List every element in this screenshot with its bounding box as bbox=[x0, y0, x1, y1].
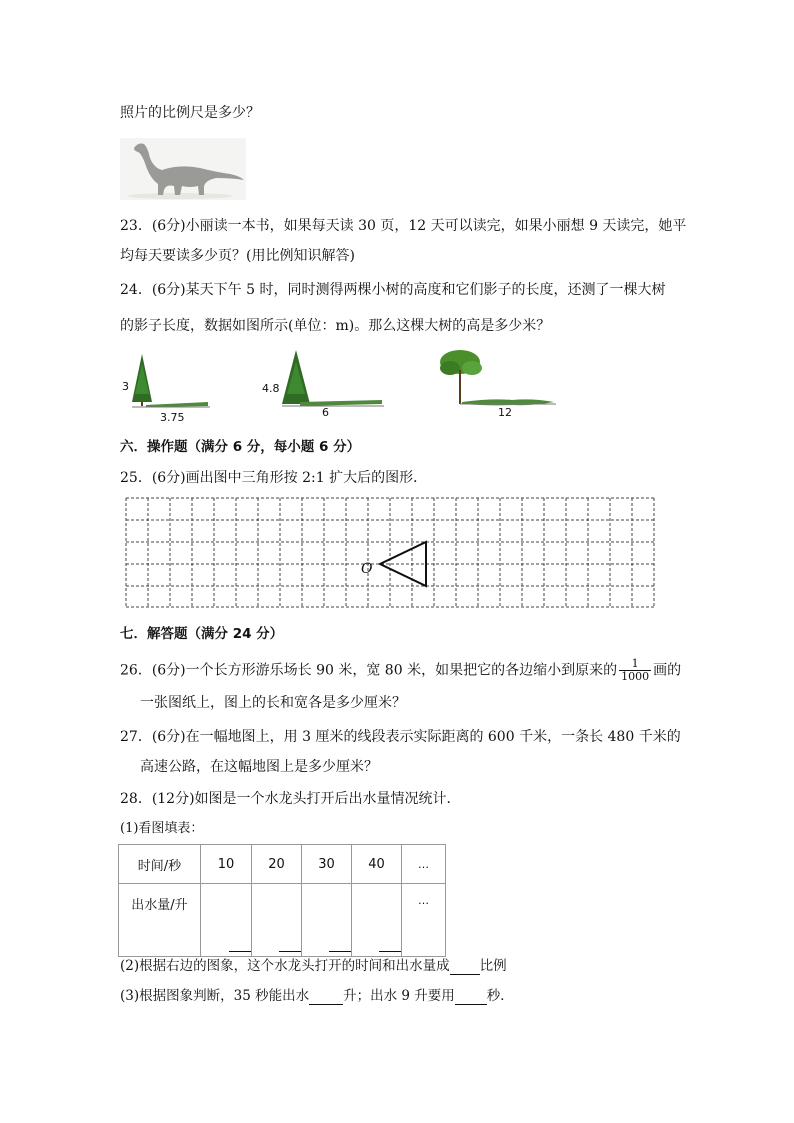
q26-text-after: 画的 bbox=[653, 662, 682, 679]
q28-sub2-after: 比例 bbox=[479, 958, 507, 974]
section-6-heading: 六．操作题（满分 6 分，每小题 6 分） bbox=[120, 439, 361, 455]
table-row-water bbox=[119, 884, 446, 957]
q28-sub2-blank[interactable] bbox=[450, 962, 480, 975]
q28-sub2 bbox=[120, 957, 507, 975]
tree-2-shadow-label: 6 bbox=[322, 406, 329, 419]
q26-fraction bbox=[619, 658, 651, 683]
table-row-time bbox=[119, 845, 446, 884]
q28-sub3-blank1[interactable] bbox=[309, 992, 343, 1005]
table-cell-water-tail: … bbox=[402, 884, 446, 957]
q26-line1 bbox=[120, 658, 681, 683]
table-cell-time: 10 bbox=[201, 845, 252, 884]
tree-1-shadow-label: 3.75 bbox=[160, 411, 185, 424]
data-table bbox=[118, 844, 446, 957]
table-cell-time: 30 bbox=[302, 845, 352, 884]
q28-sub3-b: 升；出水 9 升要用 bbox=[343, 988, 455, 1004]
q28-sub3-blank2[interactable] bbox=[455, 992, 487, 1005]
q27-line1: 27．(6分)在一幅地图上，用 3 厘米的线段表示实际距离的 600 千米，一条长 480 千米的 bbox=[120, 729, 681, 745]
table-cell-time: 40 bbox=[352, 845, 402, 884]
tree-1-height-label: 3 bbox=[122, 380, 129, 393]
dinosaur-image bbox=[120, 138, 246, 200]
q23-line2: 均每天要读多少页？(用比例知识解答) bbox=[120, 248, 355, 264]
section-7-heading: 七．解答题（满分 24 分） bbox=[120, 626, 284, 642]
tree-2-figure bbox=[270, 348, 390, 410]
table-cell-time: 20 bbox=[252, 845, 302, 884]
table-header-time: 时间/秒 bbox=[119, 845, 201, 884]
q28-line1: 28．(12分)如图是一个水龙头打开后出水量情况统计． bbox=[120, 791, 461, 807]
q26-frac-den: 1000 bbox=[621, 670, 650, 683]
tree-2-height-label: 4.8 bbox=[262, 382, 280, 395]
q28-sub3 bbox=[120, 987, 514, 1005]
q27-line2: 高速公路，在这幅地图上是多少厘米？ bbox=[140, 759, 378, 775]
q24-line2: 的影子长度，数据如图所示(单位：m)。那么这棵大树的高是多少米？ bbox=[120, 318, 551, 334]
tree-3-shadow-label: 12 bbox=[498, 406, 512, 419]
q23-line1: 23．(6分)小丽读一本书，如果每天读 30 页，12 天可以读完，如果小丽想 9 天读完，她平 bbox=[120, 218, 687, 234]
q28-sub3-c: 秒． bbox=[486, 988, 514, 1004]
grid-figure bbox=[124, 496, 658, 609]
q26-text-before: 26．(6分)一个长方形游乐场长 90 米，宽 80 米，如果把它的各边缩小到原来的 bbox=[120, 662, 618, 679]
q26-frac-num: 1 bbox=[631, 657, 639, 670]
tree-3-figure bbox=[432, 348, 560, 410]
table-blank-cell[interactable] bbox=[302, 884, 352, 957]
q28-sub2-before: (2)根据右边的图象，这个水龙头打开的时间和出水量成 bbox=[120, 958, 450, 974]
table-blank-cell[interactable] bbox=[352, 884, 402, 957]
table-blank-cell[interactable] bbox=[201, 884, 252, 957]
table-blank-cell[interactable] bbox=[252, 884, 302, 957]
q25-text: 25．(6分)画出图中三角形按 2:1 扩大后的图形． bbox=[120, 470, 428, 486]
point-o-label: O bbox=[361, 561, 373, 577]
q28-sub3-a: (3)根据图象判断，35 秒能出水 bbox=[120, 988, 310, 1004]
table-cell-time: … bbox=[402, 845, 446, 884]
table-header-water: 出水量/升 bbox=[119, 884, 201, 957]
q22-tail-text: 照片的比例尺是多少？ bbox=[120, 105, 260, 121]
q28-sub1: (1)看图填表： bbox=[120, 821, 204, 836]
q26-line2: 一张图纸上，图上的长和宽各是多少厘米？ bbox=[140, 695, 406, 711]
q24-line1: 24．(6分)某天下午 5 时，同时测得两棵小树的高度和它们影子的长度，还测了一棵大树 bbox=[120, 282, 666, 298]
